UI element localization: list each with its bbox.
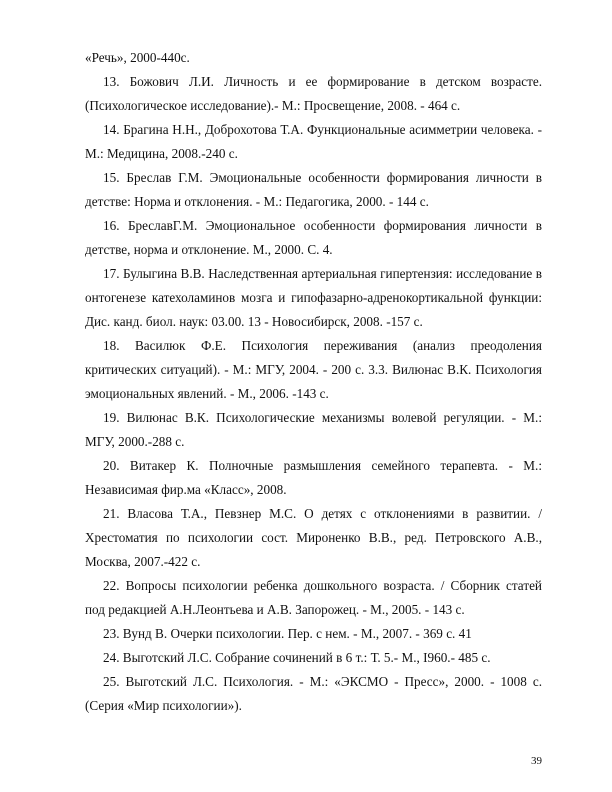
reference-item-13: 13. Божович Л.И. Личность и ее формирование в детском возрасте. (Психологическое исследование).- М.: Просвещение, 2008. - 464 с. [85,74,542,113]
reference-item-23: 23. Вунд В. Очерки психологии. Пер. с нем. - М., 2007. - 369 с. 41 [103,626,472,641]
reference-item-22: 22. Вопросы психологии ребенка дошкольного возраста. / Сборник статей под редакцией А.Н.Леонтьева и А.В. Запорожец. - М., 2005. - 143 с. [85,578,542,617]
reference-item-25: 25. Выготский Л.С. Психология. - М.: «ЭКСМО - Пресс», 2000. - 1008 с. (Серия «Мир психологии»). [85,674,542,713]
page-number: 39 [531,755,542,767]
reference-item-18: 18. Василюк Ф.Е. Психология переживания (анализ преодоления критических ситуаций). - М.: МГУ, 2004. - 200 с. 3.3. Вилюнас В.К. Психология эмоциональных явлений. - М., 2006. -143 с. [85,338,542,401]
reference-continuation: «Речь», 2000-440с. [85,50,190,65]
reference-item-19: 19. Вилюнас В.К. Психологические механизмы волевой регуляции. - М.: МГУ, 2000.-288 с. [85,410,542,449]
reference-item-14: 14. Брагина Н.Н., Доброхотова Т.А. Функциональные асимметрии человека. - М.: Медицина, 2008.-240 с. [85,122,542,161]
reference-list [85,46,542,718]
reference-item-24: 24. Выготский Л.С. Собрание сочинений в 6 т.: Т. 5.- М., I960.- 485 с. [103,650,491,665]
reference-item-16: 16. БреславГ.М. Эмоциональное особенности формирования личности в детстве, норма и отклонение. М., 2000. С. 4. [85,218,542,257]
reference-item-17: 17. Булыгина В.В. Наследственная артериальная гипертензия: исследование в онтогенезе катехоламинов мозга и гипофазарно-адренокортикальной функции: Дис. канд. биол. наук: 03.00. 13 - Новосибирск, 2008. -157 с. [85,266,542,329]
reference-item-15: 15. Бреслав Г.М. Эмоциональные особенности формирования личности в детстве: Норма и отклонения. - М.: Педагогика, 2000. - 144 с. [85,170,542,209]
reference-item-21: 21. Власова Т.А., Певзнер М.С. О детях с отклонениями в развитии. / Хрестоматия по психологии сост. Мироненко В.В., ред. Петровского А.В., Москва, 2007.-422 с. [85,506,542,569]
reference-item-20: 20. Витакер К. Полночные размышления семейного терапевта. - М.: Независимая фир.ма «Класс», 2008. [85,458,542,497]
